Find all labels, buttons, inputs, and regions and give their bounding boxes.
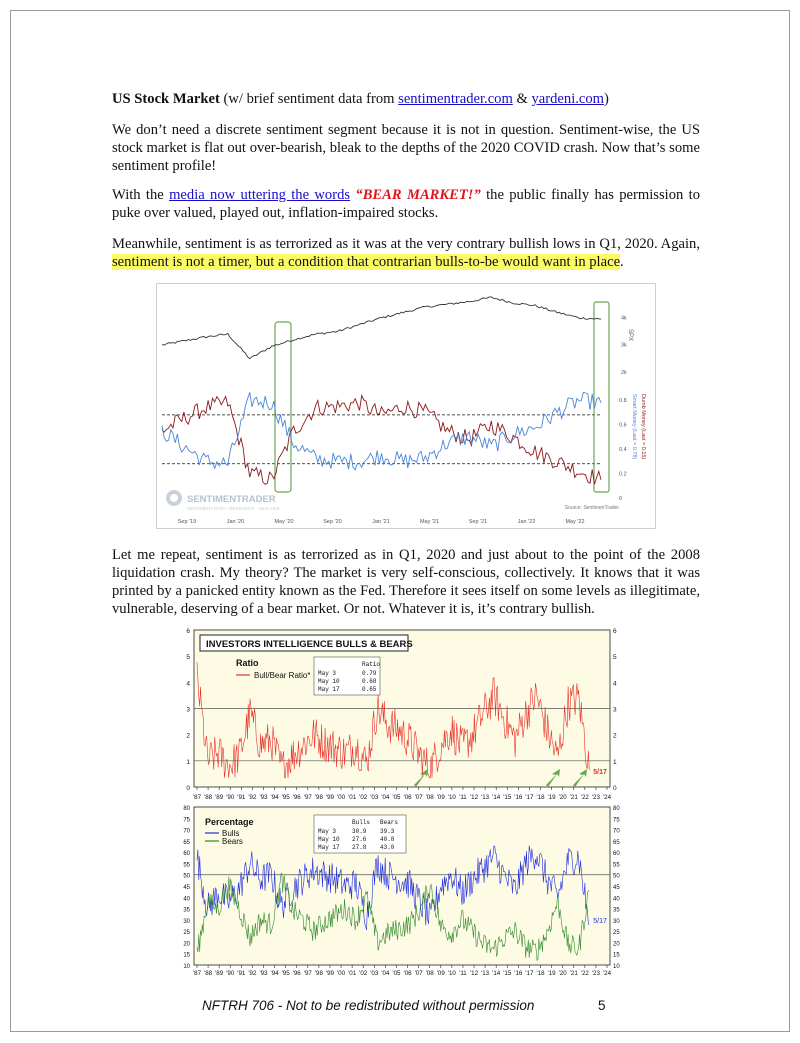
- ratio-x-tick-label: '17: [525, 794, 534, 801]
- pct-x-tick-label: '11: [459, 970, 467, 977]
- ratio-table-value: 0.65: [362, 686, 377, 693]
- pct-tick-left: 25: [183, 930, 190, 937]
- ratio-tick-right: 5: [613, 654, 617, 662]
- sentiment-tick-label: 0.8: [619, 398, 627, 405]
- ratio-tick-left: 3: [186, 706, 190, 714]
- pct-tick-left: 45: [183, 885, 190, 891]
- x-tick-label: Jan '21: [372, 519, 390, 525]
- ratio-x-tick-label: '92: [248, 794, 257, 801]
- ratio-x-tick-label: '06: [403, 794, 412, 801]
- ratio-tick-right: 1: [613, 758, 617, 766]
- ratio-x-tick-label: '10: [447, 794, 456, 801]
- para3-text: Meanwhile, sentiment is as terrorized as it was at the very contrary bullish lows in Q1, 2020. Again,: [112, 236, 700, 252]
- pct-tick-left: 65: [183, 839, 190, 846]
- ratio-x-tick-label: '87: [192, 794, 202, 801]
- pct-tick-left: 20: [183, 941, 190, 948]
- pct-table-bulls: 27.6: [352, 836, 367, 843]
- sentiment-tick-label: 0.6: [619, 422, 627, 429]
- paragraph-2: [112, 186, 700, 222]
- pct-tick-right: 40: [613, 896, 620, 903]
- pct-tick-right: 75: [613, 817, 620, 824]
- pct-x-tick-label: '24: [602, 970, 612, 977]
- pct-x-tick-label: '93: [259, 970, 268, 977]
- spx-axis-label: SPX: [627, 329, 633, 342]
- pct-data-table: [314, 815, 406, 853]
- x-tick-label: Sep '19: [177, 519, 197, 525]
- pct-x-tick-label: '98: [314, 970, 323, 977]
- x-tick-label: May '20: [274, 519, 294, 525]
- pct-tick-right: 65: [613, 839, 620, 846]
- x-tick-label: Jan '22: [517, 519, 536, 525]
- ratio-x-tick-label: '04: [381, 794, 390, 801]
- pct-x-tick-label: '03: [370, 970, 379, 977]
- pct-tick-left: 30: [183, 918, 190, 925]
- pct-table-header-bulls: Bulls: [352, 819, 371, 826]
- pct-table-bulls: 27.8: [352, 844, 367, 851]
- ratio-x-tick-label: '14: [492, 794, 501, 801]
- pct-x-tick-label: '05: [392, 970, 401, 977]
- ratio-table-date: May 17: [318, 686, 340, 693]
- pct-x-tick-label: '16: [514, 970, 523, 977]
- ratio-table-value: 0.79: [362, 670, 377, 677]
- ratio-x-tick-label: '97: [303, 794, 312, 801]
- pct-table-bears: 43.0: [380, 844, 395, 851]
- svg-text:SENTIMENT DATA · RESEARCH · AN: SENTIMENT DATA · RESEARCH · ANALYSIS: [187, 506, 280, 511]
- pct-tick-left: 40: [183, 896, 190, 903]
- ratio-x-tick-label: '88: [204, 794, 213, 801]
- pct-table-bears: 39.3: [380, 828, 395, 835]
- ratio-tick-left: 5: [186, 654, 190, 662]
- ratio-tick-right: 2: [613, 732, 617, 740]
- smart-money-axis-label: Smart Money (Last = 0.78): [631, 394, 637, 460]
- sentiment-tick-label: 0: [619, 496, 623, 502]
- spx-tick-label: 4k: [621, 315, 627, 322]
- pct-x-tick-label: '97: [303, 970, 312, 977]
- ratio-x-tick-label: '91: [237, 794, 246, 801]
- pct-x-tick-label: '01: [348, 970, 357, 977]
- ratio-x-tick-label: '93: [259, 794, 268, 801]
- section-subtitle-pre: (w/ brief sentiment data from: [219, 91, 399, 107]
- pct-x-tick-label: '17: [525, 970, 534, 977]
- pct-x-tick-label: '95: [281, 970, 290, 977]
- paragraph-1: We don’t need a discrete sentiment segment because it is not in question. Sentiment-wise, the US stock market is flat out over-bearish, bleak to the depths of the 2020 COVID crash. Now that’s some sentiment profile!: [112, 122, 700, 174]
- ii-chart-title: INVESTORS INTELLIGENCE BULLS & BEARS: [206, 639, 413, 650]
- ratio-tick-right: 3: [613, 706, 617, 714]
- ratio-tick-left: 1: [186, 758, 190, 766]
- ratio-x-tick-label: '96: [292, 794, 301, 801]
- pct-tick-left: 80: [183, 806, 190, 812]
- spx-tick-label: 3k: [621, 342, 627, 349]
- ratio-x-tick-label: '05: [392, 794, 401, 801]
- pct-tick-left: 55: [183, 862, 190, 869]
- pct-x-tick-label: '21: [569, 970, 578, 977]
- pct-last-label: 5/17: [593, 917, 607, 925]
- ratio-tick-left: 2: [186, 732, 190, 740]
- pct-x-tick-label: '06: [403, 970, 412, 977]
- ratio-table-date: May 10: [318, 678, 340, 685]
- pct-x-tick-label: '89: [215, 970, 224, 977]
- pct-x-tick-label: '02: [359, 970, 368, 977]
- pct-x-tick-label: '12: [469, 970, 479, 977]
- ratio-x-tick-label: '11: [459, 794, 467, 801]
- ratio-x-tick-label: '23: [591, 794, 600, 801]
- ratio-x-tick-label: '94: [270, 794, 279, 801]
- ratio-x-tick-label: '15: [503, 794, 512, 801]
- pct-tick-right: 25: [613, 930, 620, 937]
- ratio-x-tick-label: '90: [226, 794, 235, 801]
- ratio-tick-right: 6: [613, 628, 617, 635]
- ratio-data-table: [314, 657, 380, 695]
- pct-x-tick-label: '10: [447, 970, 456, 977]
- pct-tick-right: 70: [613, 828, 620, 835]
- ratio-x-tick-label: '24: [602, 794, 612, 801]
- x-tick-label: Sep '21: [468, 519, 488, 525]
- ratio-table-value: 0.68: [362, 678, 377, 685]
- pct-x-tick-label: '22: [580, 970, 589, 977]
- ratio-tick-left: 0: [186, 785, 190, 792]
- pct-x-tick-label: '91: [237, 970, 246, 977]
- pct-tick-left: 75: [183, 817, 190, 824]
- pct-x-tick-label: '92: [248, 970, 257, 977]
- paragraph-3: [112, 235, 700, 271]
- pct-x-tick-label: '99: [325, 970, 335, 977]
- spx-tick-label: 2k: [621, 369, 627, 376]
- ratio-label: Ratio: [236, 658, 259, 668]
- pct-table-date: May 10: [318, 836, 340, 843]
- ratio-x-tick-label: '98: [314, 794, 323, 801]
- pct-x-tick-label: '23: [591, 970, 600, 977]
- ratio-last-label: 5/17: [593, 768, 607, 776]
- section-heading: [112, 90, 700, 108]
- pct-x-tick-label: '87: [192, 970, 202, 977]
- media-link[interactable]: media now uttering the words: [169, 187, 351, 203]
- pct-tick-left: 15: [183, 952, 190, 959]
- ratio-tick-left: 6: [186, 628, 190, 635]
- x-tick-label: Jan '20: [226, 519, 245, 525]
- pct-tick-left: 70: [183, 828, 190, 835]
- pct-tick-right: 80: [613, 806, 620, 812]
- pct-table-date: May 3: [318, 828, 337, 835]
- pct-tick-right: 60: [613, 851, 620, 858]
- pct-tick-right: 55: [613, 862, 620, 869]
- page-number: 5: [598, 998, 606, 1013]
- pct-tick-right: 20: [613, 941, 620, 948]
- pct-x-tick-label: '04: [381, 970, 390, 977]
- pct-table-header-bears: Bears: [380, 819, 399, 826]
- ii-title-box: [200, 635, 413, 651]
- pct-table-bulls: 30.9: [352, 828, 367, 835]
- pct-tick-left: 35: [183, 907, 190, 914]
- ratio-tick-right: 0: [613, 785, 617, 792]
- sentiment-tick-label: 0.2: [619, 471, 627, 478]
- pct-tick-left: 10: [183, 964, 190, 970]
- pct-tick-right: 50: [613, 873, 620, 880]
- ratio-x-tick-label: '16: [514, 794, 523, 801]
- x-tick-label: Sep '20: [323, 519, 342, 525]
- pct-table-date: May 17: [318, 844, 340, 851]
- ratio-table-date: May 3: [318, 670, 337, 677]
- pct-x-tick-label: '88: [204, 970, 213, 977]
- ratio-x-tick-label: '08: [425, 794, 434, 801]
- pct-x-tick-label: '96: [292, 970, 301, 977]
- para2-pre: With the: [112, 187, 170, 203]
- dumb-money-axis-label: Dumb Money (Last = 0.15): [640, 394, 646, 460]
- x-tick-label: May '22: [565, 519, 585, 525]
- sentimentrader-chart: [156, 283, 656, 529]
- pct-x-tick-label: '20: [558, 970, 567, 977]
- ratio-x-tick-label: '00: [337, 794, 346, 801]
- paragraph-4: Let me repeat, sentiment is as terrorized as in Q1, 2020 and just about to the point of the 2008 liquidation crash. My theory? The market is very self-conscious, collectively. It knows that it was printed by a panicked entity known as the Fed. Therefore it sees itself on some levels as illegitimate, vulnerable, deserving of a bear market. Or not. Whatever it is, it’s contrary bullish.: [112, 547, 700, 617]
- bulls-legend-label: Bulls: [222, 829, 240, 838]
- ratio-x-tick-label: '89: [215, 794, 224, 801]
- bears-legend-label: Bears: [222, 837, 243, 846]
- ratio-x-tick-label: '99: [325, 794, 335, 801]
- ratio-table-header: Ratio: [362, 661, 381, 668]
- section-title: US Stock Market: [112, 91, 220, 107]
- ratio-x-tick-label: '21: [569, 794, 578, 801]
- pct-tick-left: 50: [183, 873, 190, 880]
- bear-market-emphasis: “BEAR MARKET!”: [355, 187, 481, 203]
- pct-x-tick-label: '07: [414, 970, 423, 977]
- pct-tick-left: 60: [183, 851, 190, 858]
- ratio-legend-label: Bull/Bear Ratio*: [254, 671, 311, 680]
- pct-x-tick-label: '90: [226, 970, 235, 977]
- pct-x-tick-label: '15: [503, 970, 512, 977]
- ratio-x-tick-label: '18: [536, 794, 545, 801]
- ratio-x-tick-label: '22: [580, 794, 589, 801]
- ratio-x-tick-label: '02: [359, 794, 368, 801]
- highlighted-text: sentiment is not a timer, but a condition that contrarian bulls-to-be would want in place: [112, 254, 621, 270]
- para3-end: .: [620, 254, 624, 270]
- pct-x-tick-label: '19: [547, 970, 556, 977]
- pct-tick-right: 10: [613, 964, 620, 970]
- pct-tick-right: 35: [613, 907, 620, 914]
- ratio-x-tick-label: '95: [281, 794, 290, 801]
- ratio-x-tick-label: '12: [469, 794, 479, 801]
- logo-text: SENTIMENTRADER: [187, 494, 276, 505]
- pct-x-tick-label: '18: [536, 970, 545, 977]
- source-note: Source: SentimenTrader: [564, 505, 619, 511]
- pct-x-tick-label: '14: [492, 970, 501, 977]
- pct-x-tick-label: '94: [270, 970, 279, 977]
- percentage-label: Percentage: [205, 817, 254, 827]
- pct-tick-right: 45: [613, 885, 620, 891]
- pct-tick-right: 15: [613, 952, 620, 959]
- ratio-x-tick-label: '19: [547, 794, 556, 801]
- sentimentrader-chart-svg: [157, 284, 655, 528]
- footer-text: NFTRH 706 - Not to be redistributed without permission: [202, 998, 535, 1013]
- yardeni-link[interactable]: yardeni.com: [531, 91, 605, 107]
- ratio-tick-left: 4: [186, 680, 190, 688]
- ratio-x-tick-label: '09: [436, 794, 445, 801]
- pct-x-tick-label: '09: [436, 970, 445, 977]
- pct-tick-right: 30: [613, 918, 620, 925]
- pct-x-tick-label: '08: [425, 970, 434, 977]
- ratio-x-tick-label: '20: [558, 794, 567, 801]
- pct-x-tick-label: '00: [337, 970, 346, 977]
- para2-post: the public finally has permission to puke over valued, played out, inflation-impaired stocks.: [112, 187, 700, 221]
- x-tick-label: May '21: [419, 519, 440, 525]
- pct-table-bears: 40.8: [380, 836, 395, 843]
- ratio-x-tick-label: '03: [370, 794, 379, 801]
- ratio-x-tick-label: '07: [414, 794, 423, 801]
- sentiment-tick-label: 0.4: [619, 447, 627, 454]
- investors-intelligence-chart: [174, 627, 630, 977]
- ratio-tick-right: 4: [613, 680, 617, 688]
- sentimentrader-link[interactable]: sentimentrader.com: [398, 91, 513, 107]
- ratio-x-tick-label: '01: [348, 794, 357, 801]
- section-subtitle-post: ): [604, 91, 609, 107]
- investors-intelligence-chart-svg: [174, 627, 630, 977]
- pct-x-tick-label: '13: [481, 970, 490, 977]
- ratio-x-tick-label: '13: [481, 794, 490, 801]
- ampersand: &: [512, 91, 532, 107]
